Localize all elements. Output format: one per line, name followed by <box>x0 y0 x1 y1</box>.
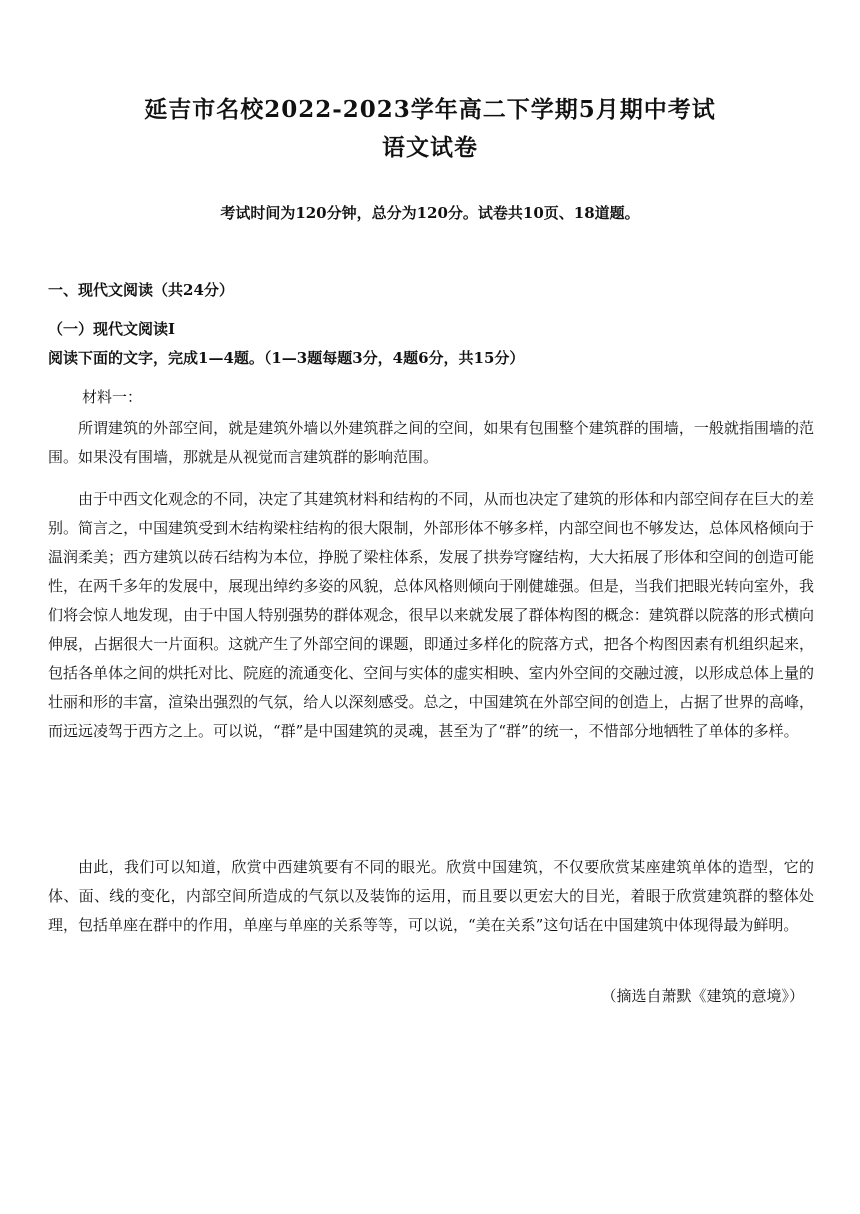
material-label: 材料一： <box>82 388 143 406</box>
material-paragraph-2: 由于中西文化观念的不同，决定了其建筑材料和结构的不同，从而也决定了建筑的形体和内部空间存在巨大的差别。简言之，中国建筑受到木结构梁柱结构的很大限制，外部形体不够多样，内部空间也不够发达，总体风格倾向于温润柔美；西方建筑以砖石结构为本位，挣脱了梁柱体系，发展了拱券穹窿结构，大大拓展了形体和空间的创造可能性，在两千多年的发展中，展现出绰约多姿的风貌，总体风格则倾向于刚健雄强。但是，当我们把眼光转向室外，我们将会惊人地发现，由于中国人特别强势的群体观念，很早以来就发展了群体构图的概念：建筑群以院落的形式横向伸展，占据很大一片面积。这就产生了外部空间的课题，即通过多样化的院落方式，把各个构图因素有机组织起来，包括各单体之间的烘托对比、院庭的流通变化、空间与实体的虚实相映、室内外空间的交融过渡，以形成总体上量的壮丽和形的丰富，渲染出强烈的气氛，给人以深刻感受。总之，中国建筑在外部空间的创造上，占据了世界的高峰，而远远凌驾于西方之上。可以说，“群”是中国建筑的灵魂，甚至为了“群”的统一，不惜部分地牺牲了单体的多样。 <box>48 490 814 740</box>
exam-info: 考试时间为120分钟，总分为120分。试卷共10页、18道题。 <box>220 204 640 222</box>
material-paragraph-3: 由此，我们可以知道，欣赏中西建筑要有不同的眼光。欣赏中国建筑，不仅要欣赏某座建筑单体的造型，它的体、面、线的变化，内部空间所造成的气氛以及装饰的运用，而且要以更宏大的目光，着眼于欣赏建筑群的整体处理，包括单座在群中的作用，单座与单座的关系等等，可以说，“美在关系”这句话在中国建筑中体现得最为鲜明。 <box>48 858 814 934</box>
exam-subject-title: 语文试卷 <box>382 134 478 161</box>
material-paragraph-1: 所谓建筑的外部空间，就是建筑外墙以外建筑群之间的空间，如果有包围整个建筑群的围墙，一般就指围墙的范围。如果没有围墙，那就是从视觉而言建筑群的影响范围。 <box>48 419 814 466</box>
section-subheading: （一）现代文阅读Ⅰ <box>48 320 176 338</box>
exam-title: 延吉市名校2022-2023学年高二下学期5月期中考试 <box>144 96 716 123</box>
material-source: （摘选自萧默《建筑的意境》） <box>601 987 804 1005</box>
section-heading: 一、现代文阅读（共24分） <box>48 281 234 299</box>
reading-instruction: 阅读下面的文字，完成1—4题。（1—3题每题3分，4题6分，共15分） <box>48 349 525 367</box>
